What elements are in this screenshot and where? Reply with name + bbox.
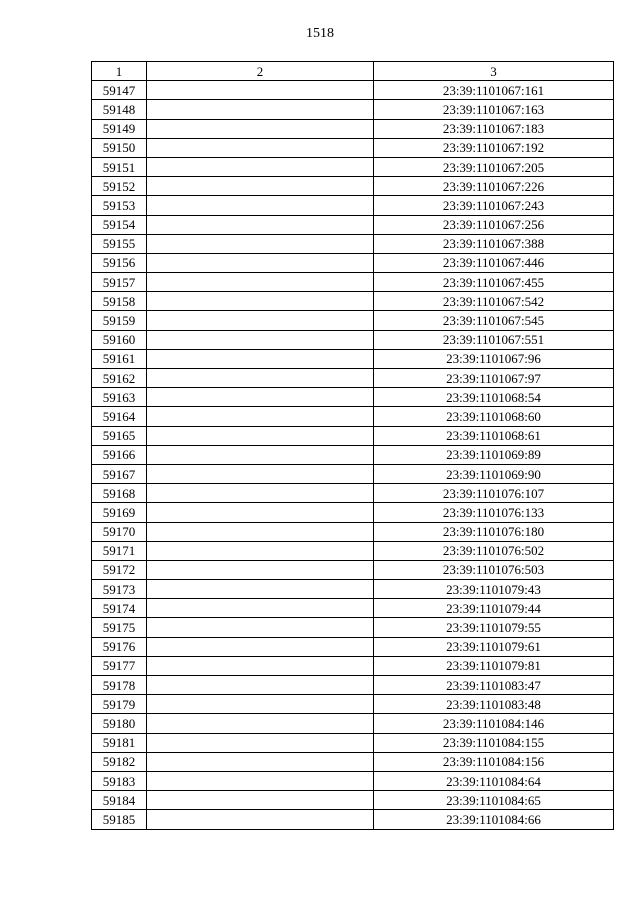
page-number: 1518 [306, 26, 334, 41]
row-number-cell: 59155 [92, 234, 147, 253]
table-row [92, 388, 614, 407]
row-number-cell: 59167 [92, 464, 147, 483]
cadastral-number-cell: 23:39:1101067:97 [374, 369, 614, 388]
row-number-cell: 59183 [92, 771, 147, 790]
empty-cell [147, 791, 374, 810]
row-number-cell: 59184 [92, 791, 147, 810]
cadastral-number-cell: 23:39:1101084:155 [374, 733, 614, 752]
row-number-cell: 59156 [92, 253, 147, 272]
empty-cell [147, 464, 374, 483]
empty-cell [147, 196, 374, 215]
table-row [92, 541, 614, 560]
row-number-cell: 59149 [92, 119, 147, 138]
cadastral-number-cell: 23:39:1101067:545 [374, 311, 614, 330]
row-number-cell: 59168 [92, 484, 147, 503]
row-number-cell: 59176 [92, 637, 147, 656]
empty-cell [147, 292, 374, 311]
table-row [92, 484, 614, 503]
table-row [92, 503, 614, 522]
table-row [92, 234, 614, 253]
cadastral-number-cell: 23:39:1101068:61 [374, 426, 614, 445]
row-number-cell: 59182 [92, 752, 147, 771]
empty-cell [147, 484, 374, 503]
empty-cell [147, 810, 374, 829]
cadastral-number-cell: 23:39:1101076:180 [374, 522, 614, 541]
row-number-cell: 59153 [92, 196, 147, 215]
cadastral-number-cell: 23:39:1101067:96 [374, 349, 614, 368]
table-body [92, 81, 614, 829]
column-header-2: 2 [147, 62, 374, 81]
table-row [92, 752, 614, 771]
cadastral-number-cell: 23:39:1101067:256 [374, 215, 614, 234]
cadastral-number-cell: 23:39:1101084:64 [374, 771, 614, 790]
empty-cell [147, 695, 374, 714]
cadastral-number-cell: 23:39:1101067:226 [374, 177, 614, 196]
row-number-cell: 59160 [92, 330, 147, 349]
cadastral-number-cell: 23:39:1101076:107 [374, 484, 614, 503]
empty-cell [147, 273, 374, 292]
row-number-cell: 59148 [92, 100, 147, 119]
row-number-cell: 59173 [92, 580, 147, 599]
table-row [92, 695, 614, 714]
table-row [92, 330, 614, 349]
table-row [92, 119, 614, 138]
table-row [92, 580, 614, 599]
empty-cell [147, 253, 374, 272]
row-number-cell: 59159 [92, 311, 147, 330]
table-row [92, 522, 614, 541]
empty-cell [147, 618, 374, 637]
cadastral-number-cell: 23:39:1101083:47 [374, 676, 614, 695]
empty-cell [147, 560, 374, 579]
empty-cell [147, 580, 374, 599]
cadastral-number-cell: 23:39:1101079:61 [374, 637, 614, 656]
cadastral-number-cell: 23:39:1101076:503 [374, 560, 614, 579]
cadastral-number-cell: 23:39:1101069:89 [374, 445, 614, 464]
empty-cell [147, 388, 374, 407]
row-number-cell: 59177 [92, 656, 147, 675]
empty-cell [147, 599, 374, 618]
column-header-3: 3 [374, 62, 614, 81]
cadastral-number-cell: 23:39:1101067:183 [374, 119, 614, 138]
empty-cell [147, 733, 374, 752]
table-row [92, 157, 614, 176]
empty-cell [147, 119, 374, 138]
row-number-cell: 59166 [92, 445, 147, 464]
cadastral-number-cell: 23:39:1101067:205 [374, 157, 614, 176]
row-number-cell: 59175 [92, 618, 147, 637]
empty-cell [147, 637, 374, 656]
cadastral-number-cell: 23:39:1101067:542 [374, 292, 614, 311]
cadastral-number-cell: 23:39:1101068:54 [374, 388, 614, 407]
empty-cell [147, 426, 374, 445]
table-row [92, 560, 614, 579]
cadastral-number-cell: 23:39:1101079:55 [374, 618, 614, 637]
row-number-cell: 59150 [92, 138, 147, 157]
cadastral-number-cell: 23:39:1101068:60 [374, 407, 614, 426]
table-row [92, 177, 614, 196]
empty-cell [147, 177, 374, 196]
cadastral-number-cell: 23:39:1101067:551 [374, 330, 614, 349]
empty-cell [147, 100, 374, 119]
row-number-cell: 59152 [92, 177, 147, 196]
table-row [92, 791, 614, 810]
empty-cell [147, 656, 374, 675]
cadastral-number-cell: 23:39:1101067:446 [374, 253, 614, 272]
header-row [92, 62, 614, 81]
empty-cell [147, 445, 374, 464]
row-number-cell: 59162 [92, 369, 147, 388]
row-number-cell: 59163 [92, 388, 147, 407]
table-row [92, 81, 614, 100]
table-row [92, 599, 614, 618]
empty-cell [147, 522, 374, 541]
row-number-cell: 59151 [92, 157, 147, 176]
table-row [92, 292, 614, 311]
table-row [92, 369, 614, 388]
cadastral-number-cell: 23:39:1101084:65 [374, 791, 614, 810]
row-number-cell: 59165 [92, 426, 147, 445]
empty-cell [147, 541, 374, 560]
row-number-cell: 59164 [92, 407, 147, 426]
table-row [92, 637, 614, 656]
empty-cell [147, 157, 374, 176]
empty-cell [147, 752, 374, 771]
table-row [92, 656, 614, 675]
table-row [92, 618, 614, 637]
cadastral-number-cell: 23:39:1101079:43 [374, 580, 614, 599]
empty-cell [147, 138, 374, 157]
table-row [92, 733, 614, 752]
cadastral-number-cell: 23:39:1101084:146 [374, 714, 614, 733]
empty-cell [147, 407, 374, 426]
table-row [92, 311, 614, 330]
column-header-1: 1 [92, 62, 147, 81]
table-row [92, 100, 614, 119]
row-number-cell: 59158 [92, 292, 147, 311]
table-row [92, 407, 614, 426]
row-number-cell: 59171 [92, 541, 147, 560]
registry-table [91, 61, 614, 830]
cadastral-number-cell: 23:39:1101084:66 [374, 810, 614, 829]
empty-cell [147, 349, 374, 368]
row-number-cell: 59169 [92, 503, 147, 522]
row-number-cell: 59179 [92, 695, 147, 714]
empty-cell [147, 503, 374, 522]
row-number-cell: 59172 [92, 560, 147, 579]
cadastral-number-cell: 23:39:1101079:81 [374, 656, 614, 675]
table-row [92, 714, 614, 733]
cadastral-number-cell: 23:39:1101067:192 [374, 138, 614, 157]
cadastral-number-cell: 23:39:1101069:90 [374, 464, 614, 483]
row-number-cell: 59147 [92, 81, 147, 100]
row-number-cell: 59161 [92, 349, 147, 368]
table-row [92, 349, 614, 368]
cadastral-number-cell: 23:39:1101067:163 [374, 100, 614, 119]
row-number-cell: 59154 [92, 215, 147, 234]
table-row [92, 253, 614, 272]
empty-cell [147, 676, 374, 695]
cadastral-number-cell: 23:39:1101067:455 [374, 273, 614, 292]
table-row [92, 771, 614, 790]
cadastral-number-cell: 23:39:1101067:161 [374, 81, 614, 100]
empty-cell [147, 771, 374, 790]
cadastral-number-cell: 23:39:1101083:48 [374, 695, 614, 714]
table-row [92, 810, 614, 829]
table-row [92, 464, 614, 483]
cadastral-number-cell: 23:39:1101084:156 [374, 752, 614, 771]
row-number-cell: 59157 [92, 273, 147, 292]
empty-cell [147, 234, 374, 253]
row-number-cell: 59180 [92, 714, 147, 733]
table-row [92, 138, 614, 157]
empty-cell [147, 714, 374, 733]
empty-cell [147, 311, 374, 330]
empty-cell [147, 215, 374, 234]
row-number-cell: 59178 [92, 676, 147, 695]
row-number-cell: 59185 [92, 810, 147, 829]
table-row [92, 196, 614, 215]
table-row [92, 426, 614, 445]
empty-cell [147, 81, 374, 100]
table-row [92, 273, 614, 292]
table-row [92, 676, 614, 695]
table-row [92, 215, 614, 234]
row-number-cell: 59181 [92, 733, 147, 752]
row-number-cell: 59170 [92, 522, 147, 541]
table-row [92, 445, 614, 464]
empty-cell [147, 330, 374, 349]
cadastral-number-cell: 23:39:1101067:243 [374, 196, 614, 215]
row-number-cell: 59174 [92, 599, 147, 618]
empty-cell [147, 369, 374, 388]
cadastral-number-cell: 23:39:1101079:44 [374, 599, 614, 618]
cadastral-number-cell: 23:39:1101067:388 [374, 234, 614, 253]
cadastral-number-cell: 23:39:1101076:133 [374, 503, 614, 522]
cadastral-number-cell: 23:39:1101076:502 [374, 541, 614, 560]
